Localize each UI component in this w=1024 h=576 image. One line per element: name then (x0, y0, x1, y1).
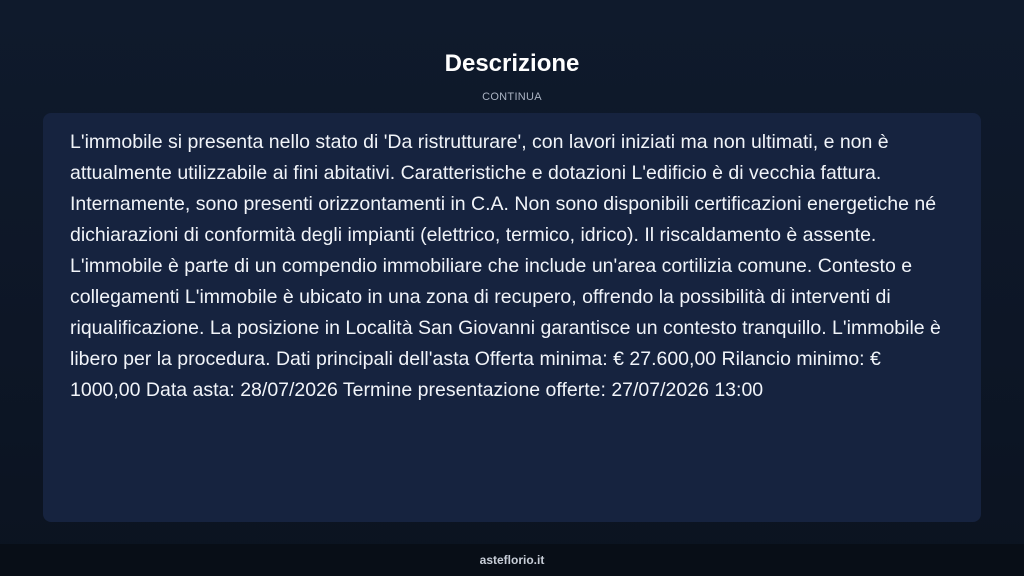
continue-label: CONTINUA (482, 91, 542, 103)
footer-bar (0, 544, 1024, 576)
description-text: L'immobile si presenta nello stato di 'Da ristrutturare', con lavori iniziati ma non ultimati, e non è attualmente utilizzabile ai fini abitativi. Caratteristiche e dotazioni L'edificio è di vecchia fattura. Internamente, sono presenti orizzontamenti in C.A. Non sono disponibili certificazioni energetiche né dichiarazioni di conformità degli impianti (elettrico, termico, idrico). Il riscaldamento è assente. L'immobile è parte di un compendio immobiliare che include un'area cortilizia comune. Contesto e collegamenti L'immobile è ubicato in una zona di recupero, offrendo la possibilità di interventi di riqualificazione. La posizione in Località San Giovanni garantisce un contesto tranquillo. L'immobile è libero per la procedura. Dati principali dell'asta Offerta minima: € 27.600,00 Rilancio minimo: € 1000,00 Data asta: 28/07/2026 Termine presentazione offerte: 27/07/2026 13:00 (70, 131, 941, 401)
site-name: asteflorio.it (479, 553, 545, 567)
description-card (43, 113, 981, 522)
page-title: Descrizione (444, 50, 580, 77)
